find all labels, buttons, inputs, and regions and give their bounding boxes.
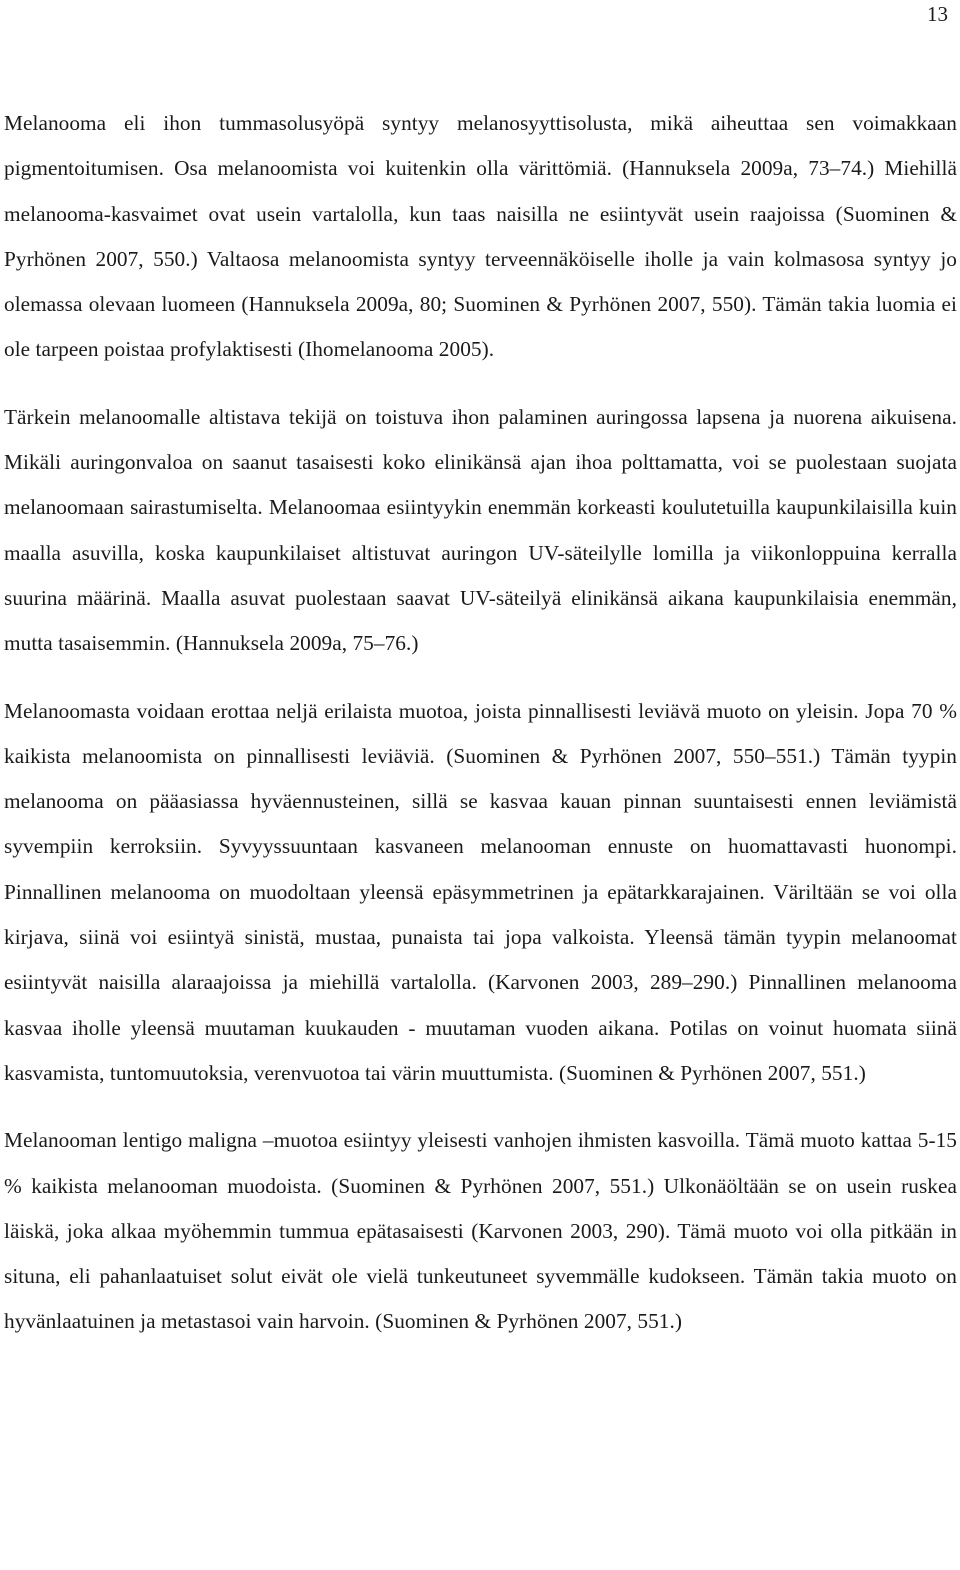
paragraph-superficial-spreading-melanoma: Melanoomasta voidaan erottaa neljä erilaista muotoa, joista pinnallisesti leviävä muoto on yleisin. Jopa 70 % kaikista melanoomista on pinnallisesti leviäviä. (Suominen & Pyrhönen 2007, 550–551.) Tämän tyypin melanooma on pääasiassa hyväennusteinen, sillä se kasvaa kauan pinnan suuntaisesti ennen leviämistä syvempiin kerroksiin. Syvyyssuuntaan kasvaneen melanooman ennuste on huomattavasti huonompi. Pinnallinen melanooma on muodoltaan yleensä epäsymmetrinen ja epätarkkarajainen. Väriltään se voi olla kirjava, siinä voi esiintyä sinistä, mustaa, punaista tai jopa valkoista. Yleensä tämän tyypin melanoomat esiintyvät naisilla alaraajoissa ja miehillä vartalolla. (Karvonen 2003, 289–290.) Pinnallinen melanooma kasvaa iholle yleensä muutaman kuukauden - muutaman vuoden aikana. Potilas on voinut huomata siinä kasvamista, tuntomuutoksia, verenvuotoa tai värin muuttumista. (Suominen & Pyrhönen 2007, 551.)	[4, 698, 957, 1085]
paragraph-melanoma-definition: Melanooma eli ihon tummasolusyöpä syntyy melanosyyttisolusta, mikä aiheuttaa sen voimakkaan pigmentoitumisen. Osa melanoomista voi kuitenkin olla värittömiä. (Hannuksela 2009a, 73–74.) Miehillä melanooma-kasvaimet ovat usein vartalolla, kun taas naisilla ne esiintyvät usein raajoissa (Suominen & Pyrhönen 2007, 550.) Valtaosa melanoomista syntyy terveennäköiselle iholle ja vain kolmasosa syntyy jo olemassa olevaan luomeen (Hannuksela 2009a, 80; Suominen & Pyrhönen 2007, 550). Tämän takia luomia ei ole tarpeen poistaa profylaktisesti (Ihomelanooma 2005).	[4, 111, 957, 362]
page-number: 13	[927, 2, 948, 26]
paragraph-lentigo-maligna: Melanooman lentigo maligna –muotoa esiintyy yleisesti vanhojen ihmisten kasvoilla. Tämä muoto kattaa 5-15 % kaikista melanooman muodoista. (Suominen & Pyrhönen 2007, 551.) Ulkonäöltään se on usein ruskea läiskä, joka alkaa myöhemmin tummua epätasaisesti (Karvonen 2003, 290). Tämä muoto voi olla pitkään in situna, eli pahanlaatuiset solut eivät ole vielä tunkeutuneet syvemmälle kudokseen. Tämän takia muoto on hyvänlaatuinen ja metastasoi vain harvoin. (Suominen & Pyrhönen 2007, 551.)	[4, 1128, 957, 1334]
document-body	[4, 101, 957, 1345]
paragraph-risk-factors: Tärkein melanoomalle altistava tekijä on toistuva ihon palaminen auringossa lapsena ja nuorena aikuisena. Mikäli auringonvaloa on saanut tasaisesti koko elinikänsä ajan ihoa polttamatta, voi se puolestaan suojata melanoomaan sairastumiselta. Melanoomaa esiintyykin enemmän korkeasti koulutetuilla kaupunkilaisilla kuin maalla asuvilla, koska kaupunkilaiset altistuvat auringon UV-säteilylle lomilla ja viikonloppuina kerralla suurina määrinä. Maalla asuvat puolestaan saavat UV-säteilyä elinikänsä aikana kaupunkilaisia enemmän, mutta tasaisemmin. (Hannuksela 2009a, 75–76.)	[4, 404, 957, 656]
